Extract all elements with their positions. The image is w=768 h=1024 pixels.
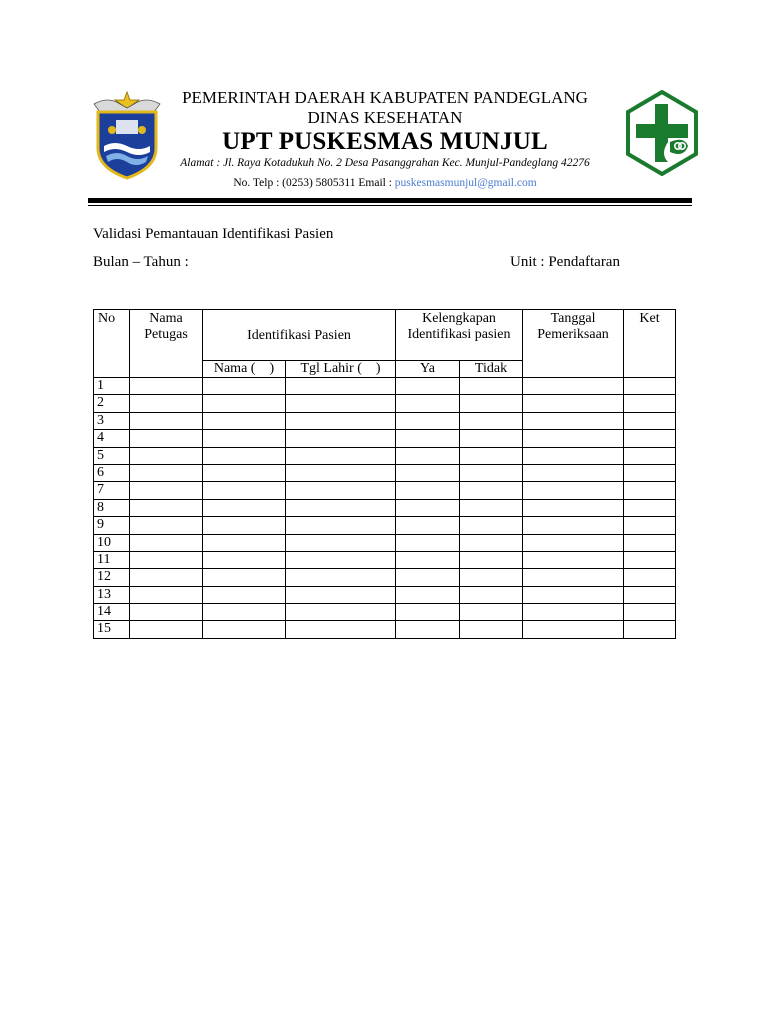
table-row — [94, 621, 676, 638]
empty-cell[interactable] — [286, 430, 396, 447]
row-number: 3 — [94, 412, 130, 429]
header-tanggal-pemeriksaan: Tanggal Pemeriksaan — [523, 310, 624, 378]
empty-cell[interactable] — [396, 430, 460, 447]
row-number: 11 — [94, 551, 130, 568]
empty-cell[interactable] — [286, 569, 396, 586]
empty-cell[interactable] — [396, 378, 460, 395]
empty-cell[interactable] — [130, 569, 203, 586]
subheader-tidak: Tidak — [460, 361, 523, 378]
empty-cell[interactable] — [130, 378, 203, 395]
address-line: Alamat : Jl. Raya Kotadukuh No. 2 Desa Pasanggrahan Kec. Munjul-Pandeglang 42276 — [180, 157, 590, 169]
empty-cell[interactable] — [286, 551, 396, 568]
row-number: 10 — [94, 534, 130, 551]
row-number: 6 — [94, 464, 130, 481]
unit-label: Unit : Pendaftaran — [510, 254, 620, 270]
email-link[interactable]: puskesmasmunjul@gmail.com — [394, 177, 537, 189]
table-row — [94, 378, 676, 395]
empty-cell[interactable] — [523, 395, 624, 412]
empty-cell[interactable] — [624, 447, 676, 464]
empty-cell[interactable] — [130, 395, 203, 412]
empty-cell[interactable] — [286, 378, 396, 395]
table-row — [94, 412, 676, 429]
empty-cell[interactable] — [203, 517, 286, 534]
empty-cell[interactable] — [203, 464, 286, 481]
empty-cell[interactable] — [130, 482, 203, 499]
table-row — [94, 499, 676, 516]
empty-cell[interactable] — [286, 395, 396, 412]
empty-cell[interactable] — [203, 586, 286, 603]
row-number: 4 — [94, 430, 130, 447]
header-divider-thin — [88, 205, 692, 206]
empty-cell[interactable] — [286, 482, 396, 499]
government-heading: PEMERINTAH DAERAH KABUPATEN PANDEGLANG — [182, 88, 588, 107]
empty-cell[interactable] — [396, 412, 460, 429]
empty-cell[interactable] — [523, 551, 624, 568]
empty-cell[interactable] — [396, 447, 460, 464]
row-number: 12 — [94, 569, 130, 586]
empty-cell[interactable] — [523, 534, 624, 551]
empty-cell[interactable] — [624, 482, 676, 499]
row-number: 8 — [94, 499, 130, 516]
empty-cell[interactable] — [203, 604, 286, 621]
header-ket: Ket — [624, 310, 676, 378]
row-number: 2 — [94, 395, 130, 412]
header-identifikasi-pasien: Identifikasi Pasien — [203, 310, 396, 361]
kabupaten-emblem-icon — [88, 90, 166, 180]
validation-table — [93, 309, 676, 639]
empty-cell[interactable] — [523, 482, 624, 499]
empty-cell[interactable] — [130, 621, 203, 638]
empty-cell[interactable] — [203, 447, 286, 464]
row-number: 13 — [94, 586, 130, 603]
empty-cell[interactable] — [624, 517, 676, 534]
empty-cell[interactable] — [396, 534, 460, 551]
row-number: 1 — [94, 378, 130, 395]
empty-cell[interactable] — [203, 482, 286, 499]
table-row — [94, 586, 676, 603]
empty-cell[interactable] — [624, 551, 676, 568]
empty-cell[interactable] — [460, 482, 523, 499]
empty-cell[interactable] — [460, 464, 523, 481]
empty-cell[interactable] — [460, 447, 523, 464]
empty-cell[interactable] — [460, 586, 523, 603]
empty-cell[interactable] — [286, 534, 396, 551]
empty-cell[interactable] — [130, 534, 203, 551]
empty-cell[interactable] — [130, 551, 203, 568]
table-row — [94, 430, 676, 447]
empty-cell[interactable] — [460, 569, 523, 586]
empty-cell[interactable] — [624, 378, 676, 395]
empty-cell[interactable] — [396, 569, 460, 586]
empty-cell[interactable] — [396, 604, 460, 621]
row-number: 9 — [94, 517, 130, 534]
subheader-ya: Ya — [396, 361, 460, 378]
empty-cell[interactable] — [624, 499, 676, 516]
row-number: 14 — [94, 604, 130, 621]
empty-cell[interactable] — [203, 551, 286, 568]
empty-cell[interactable] — [286, 621, 396, 638]
row-number: 5 — [94, 447, 130, 464]
empty-cell[interactable] — [396, 464, 460, 481]
empty-cell[interactable] — [460, 517, 523, 534]
empty-cell[interactable] — [624, 569, 676, 586]
header-no: No — [94, 310, 130, 378]
empty-cell[interactable] — [130, 447, 203, 464]
header-divider-thick — [88, 198, 692, 203]
table-row — [94, 551, 676, 568]
empty-cell[interactable] — [286, 464, 396, 481]
empty-cell[interactable] — [203, 378, 286, 395]
puskesmas-title: UPT PUSKESMAS MUNJUL — [222, 128, 548, 155]
empty-cell[interactable] — [460, 395, 523, 412]
empty-cell[interactable] — [396, 482, 460, 499]
phone-text: No. Telp : (0253) 5805311 Email : — [233, 177, 395, 189]
empty-cell[interactable] — [203, 569, 286, 586]
empty-cell[interactable] — [396, 551, 460, 568]
row-number: 7 — [94, 482, 130, 499]
empty-cell[interactable] — [203, 534, 286, 551]
empty-cell[interactable] — [624, 412, 676, 429]
empty-cell[interactable] — [286, 517, 396, 534]
empty-cell[interactable] — [523, 430, 624, 447]
empty-cell[interactable] — [460, 621, 523, 638]
subheader-nama: Nama ( ) — [203, 361, 286, 378]
empty-cell[interactable] — [203, 621, 286, 638]
empty-cell[interactable] — [523, 621, 624, 638]
empty-cell[interactable] — [624, 604, 676, 621]
header-kelengkapan: Kelengkapan Identifikasi pasien — [396, 310, 523, 361]
empty-cell[interactable] — [286, 412, 396, 429]
empty-cell[interactable] — [203, 412, 286, 429]
form-title: Validasi Pemantauan Identifikasi Pasien — [93, 226, 334, 242]
empty-cell[interactable] — [203, 430, 286, 447]
empty-cell[interactable] — [396, 586, 460, 603]
empty-cell[interactable] — [523, 464, 624, 481]
empty-cell[interactable] — [460, 604, 523, 621]
empty-cell[interactable] — [396, 517, 460, 534]
empty-cell[interactable] — [523, 604, 624, 621]
table-row — [94, 395, 676, 412]
period-label: Bulan – Tahun : — [93, 254, 189, 270]
empty-cell[interactable] — [460, 499, 523, 516]
empty-cell[interactable] — [523, 447, 624, 464]
empty-cell[interactable] — [460, 430, 523, 447]
table-row — [94, 464, 676, 481]
empty-cell[interactable] — [130, 430, 203, 447]
empty-cell[interactable] — [523, 412, 624, 429]
empty-cell[interactable] — [130, 517, 203, 534]
empty-cell[interactable] — [130, 586, 203, 603]
empty-cell[interactable] — [523, 517, 624, 534]
empty-cell[interactable] — [624, 586, 676, 603]
department-heading: DINAS KESEHATAN — [307, 108, 463, 127]
empty-cell[interactable] — [624, 621, 676, 638]
header-nama-petugas: Nama Petugas — [130, 310, 203, 378]
empty-cell[interactable] — [203, 395, 286, 412]
table-row — [94, 534, 676, 551]
empty-cell[interactable] — [624, 534, 676, 551]
empty-cell[interactable] — [203, 499, 286, 516]
empty-cell[interactable] — [460, 378, 523, 395]
table-row — [94, 517, 676, 534]
empty-cell[interactable] — [460, 534, 523, 551]
contact-line — [160, 177, 610, 189]
empty-cell[interactable] — [523, 586, 624, 603]
empty-cell[interactable] — [286, 499, 396, 516]
subheader-tgl-lahir: Tgl Lahir ( ) — [286, 361, 396, 378]
empty-cell[interactable] — [624, 395, 676, 412]
empty-cell[interactable] — [396, 395, 460, 412]
empty-cell[interactable] — [460, 551, 523, 568]
empty-cell[interactable] — [286, 447, 396, 464]
empty-cell[interactable] — [130, 412, 203, 429]
empty-cell[interactable] — [130, 464, 203, 481]
puskesmas-logo-icon — [624, 90, 700, 176]
empty-cell[interactable] — [396, 621, 460, 638]
empty-cell[interactable] — [523, 378, 624, 395]
table-row — [94, 604, 676, 621]
table-row — [94, 569, 676, 586]
empty-cell[interactable] — [286, 586, 396, 603]
empty-cell[interactable] — [396, 499, 460, 516]
empty-cell[interactable] — [624, 464, 676, 481]
empty-cell[interactable] — [286, 604, 396, 621]
empty-cell[interactable] — [130, 604, 203, 621]
empty-cell[interactable] — [523, 569, 624, 586]
empty-cell[interactable] — [624, 430, 676, 447]
empty-cell[interactable] — [130, 499, 203, 516]
table-row — [94, 482, 676, 499]
row-number: 15 — [94, 621, 130, 638]
table-row — [94, 447, 676, 464]
empty-cell[interactable] — [523, 499, 624, 516]
empty-cell[interactable] — [460, 412, 523, 429]
